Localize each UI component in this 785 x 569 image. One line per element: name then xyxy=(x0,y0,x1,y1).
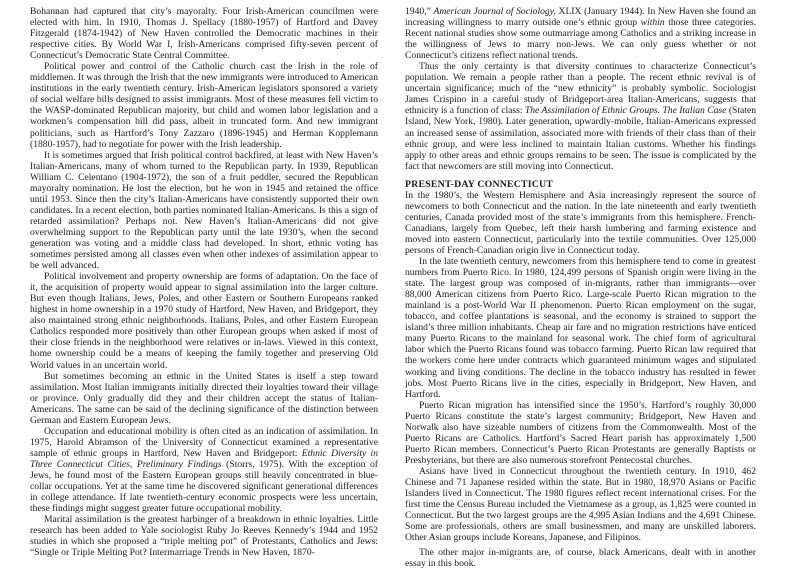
paragraph: Puerto Rican migration has intensified since the 1950’s. Hartford’s roughly 30,000 Puerto Ricans constitute the state’s largest community; Bridgeport, New Haven and Norwalk also have sizeable numbers of citizens from the Commonwealth. Most of the Puerto Ricans are Catholics. Hartford’s Sacred Heart parish has approximately 1,500 Puerto Rican members. Connecticut’s Puerto Rican Protestants are generally Baptists or Presbyterians, but there are also numerous storefront Pentecostal churches. xyxy=(405,399,756,466)
emphasis: within xyxy=(640,17,665,29)
paragraph: Asians have lived in Connecticut throughout the twentieth century. In 1910, 462 Chinese and 71 Japanese resided within the state. But in 1980, 18,970 Asians or Pacific Islanders lived in Connecticut. The 1980 figures reflect recent international crises. For the first time the Census Bureau included the Vietnamese as a group, as 1,825 were counted in Connecticut. But the two largest groups are the 4,995 Asian Indians and the 4,691 Chinese. Some are professionals, others are small businessmen, and many are unskilled laborers. Other Asian groups include Koreans, Japanese, and Filipinos. xyxy=(405,465,756,544)
book-title: Ethnic Diversity in Three Connecticut Cities, Preliminary Findings xyxy=(30,447,378,470)
section-heading: PRESENT-DAY CONNECTICUT xyxy=(405,178,554,190)
paragraph: In the late twentieth century, newcomers from this hemisphere tend to come in greatest numbers from Puerto Rico. In 1980, 124,499 persons of Spanish origin were living in the state. The largest group was composed of in-migrants, rather than immigrants—over 88,000 American citizens from Puerto Rico. Large-scale Puerto Rican migration to the mainland is a post-World War II phenomenon. Puerto Rican employment on the sugar, tobacco, and coffee plantations is seasonal, and the economy is strained to support the island’s three million inhabitants. Cheap air fare and no migration restrictions have enticed many Puerto Ricans to the mainland for seasonal work. The chief form of agricultural labor which the Puerto Ricans found was tobacco farming. Puerto Rican law required that the workers come here under contracts which guaranteed minimum wages and stipulated working and living conditions. The decline in the tobacco industry has resulted in fewer jobs. Most Puerto Ricans live in the cities, especially in Bridgeport, New Haven, and Hartford. xyxy=(405,256,756,400)
text-run: XLIX (January 1944). In New Haven she found an increasing willingness to marry outside one’s ethnic group xyxy=(405,6,756,29)
paragraph: Bohannan had captured that city’s mayoralty. Four Irish-American councilmen were elected with him. In 1910, Thomas J. Spellacy (1880-1957) of Hartford and Davey Fitzgerald (1874-1942) of New Haven controlled the Democratic machines in their respective cities. By World War I, Irish-Americans comprised fifty-seven percent of Connecticut’s Democratic State Central Committee. xyxy=(30,6,378,62)
text-run: Occupation and educational mobility is often cited as an indication of assimilation. In 1975, Harold Abramson of the University of Connecticut examined a representative sample of ethnic groups in Hartford, New Haven and Bridgeport: xyxy=(30,425,378,459)
paragraph: The other major in-migrants are, of course, black Americans, dealt with in another essay in this book. xyxy=(405,547,756,569)
paragraph: In the 1980’s, the Western Hemisphere and Asia increasingly represent the source of newcomers to both Connecticut and the nation. In the late nineteenth and early twentieth centuries, Canada provided most of the state’s immigrants from this hemisphere. French-Canadians, largely from Quebec, left their harsh lumbering and farming existence and moved into eastern Connecticut, particularly into the textile communities. Over 125,000 persons of French-Canadian origin live in Connecticut today. xyxy=(405,189,756,256)
text-run: 1940,” xyxy=(405,6,434,17)
paragraph: Marital assimilation is the greatest harbinger of a breakdown in ethnic loyalties. Little research has been added to Yale sociologist Ruby Jo Reeves Kennedy’s 1944 and 1952 studies in which she proposed a “triple melting pot” of Protestants, Catholics and Jews: “Single or Triple Melting Pot? Intermarriage Trends in New Haven, 1870- xyxy=(30,514,378,559)
left-column xyxy=(30,6,378,558)
paragraph: It is sometimes argued that Irish political control backfired, at least with New Haven’s Italian-Americans, many of whom turned to the Republican party. In 1939, Republican William C. Celentano (1904-1972), the son of a fruit peddler, secured the Republican mayoralty nomination. He lost the election, but he won in 1945 and retained the office until 1953. Since then the city’s Italian-Americans have consistently supported their own candidates. In a recent election, both parties nominated Italian-Americans. Is this a sign of retarded assimilation? Perhaps not. New Haven’s Italian-Americans did not give overwhelming support to the Republican party until the late 1930’s, when the second generation was voting and a middle class had developed. In short, ethnic voting has sometimes persisted among all classes even when other indexes of assimilation appear to be well advanced. xyxy=(30,149,378,272)
paragraph: Political involvement and property ownership are forms of adaptation. On the face of it, the acquisition of property would appear to signal assimilation into the larger culture. But even though Italians, Jews, Poles, and other Eastern or Southern Europeans ranked highest in home ownership in a 1970 study of Hartford, New Haven, and Bridgeport, they also maintained strong ethnic neighborhoods. Italians, Poles, and other Eastern European Catholics responded more positively than other European groups when asked if most of their close friends in the neighborhood were relatives or in-laws. Viewed in this context, home ownership could be a means of keeping the family together and preserving Old World values in an uncertain world. xyxy=(30,271,378,371)
paragraph: But sometimes becoming an ethnic in the United States is itself a step toward assimilation. Most Italian immigrants initially directed their loyalties toward their village or province. Only gradually did they and their children accept the status of Italian-Americans. The same can be said of the declining significance of the distinction between German and Eastern European Jews. xyxy=(30,370,378,426)
journal-title: American Journal of Sociology, xyxy=(433,6,556,17)
paragraph xyxy=(405,6,756,61)
text-run: Thus the only certainty is that diversity continues to characterize Connecticut’s population. We remain a people rather than a people. The recent ethnic revival is of uncertain significance; much of the “new ethnicity” is probably symbolic. Sociologist James Crispino in a careful study of Bridgeport-area Italian-Americans, suggests that ethnicity is a function of class: xyxy=(405,61,756,117)
paragraph: Political power and control of the Catholic church cast the Irish in the role of middlemen. It was through the Irish that the new immigrants were introduced to American institutions in the early twentieth century. Irish-American legislators sponsored a variety of social welfare bills designed to assist immigrants. Most of these measures fell victim to the WASP-dominated Republican majority, but child and women labor legislation and a workmen’s compensation bill did pass, albeit in truncated form. And new immigrant politicians, such as Hartford’s Tony Zazzaro (1896-1945) and Herman Kopplemann (1880-1957), had to negotiate for power with the Irish leadership. xyxy=(30,61,378,150)
paragraph xyxy=(30,426,378,514)
paragraph xyxy=(405,61,756,171)
right-column xyxy=(405,6,756,569)
text-run: (Staten Island, New York, 1980). Later generation, upwardly-mobile, Italian-Americans expressed an increased sense of assimilation, associated more with friends of their class than of their ethnic group, and were less inclined to maintain Italian customs. Whether his findings apply to other areas and ethnic groups remains to be seen. The issue is complicated by the fact that newcomers are still moving into Connecticut. xyxy=(405,105,756,172)
text-run: those three categories. Recent national studies show some outmarriage among Catholics and a striking increase in the willingness of Jews to marry non-Jews. We can only guess whether or not Connecticut’s citizens reflect national trends. xyxy=(405,17,756,62)
book-title: The Assimilation of Ethnic Groups. The Italian Case xyxy=(524,105,727,117)
text-run: (Storrs, 1975). With the exception of Jews, he found most of the Eastern European groups still heavily concentrated in blue-collar occupations. Yet at the same time he discovered significant generational differences in college attendance. If late twentieth-century economic prospects were less uncertain, these findings might suggest greater future occupational mobility. xyxy=(30,458,378,515)
